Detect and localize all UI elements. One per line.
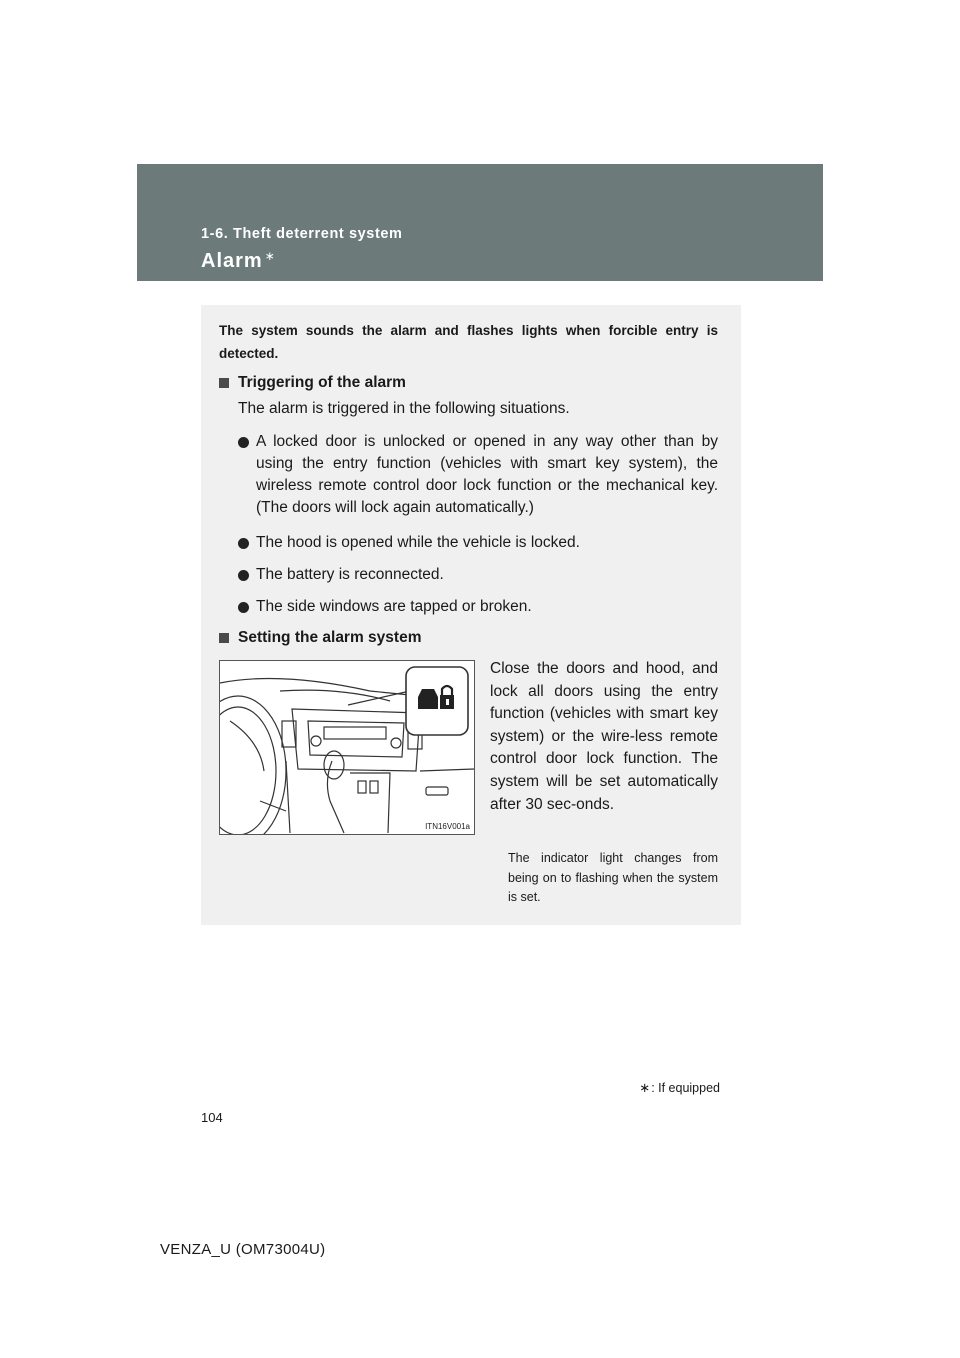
intro-text: The system sounds the alarm and flashes lights when forcible entry is detected.: [219, 323, 718, 361]
bullet-dot-icon: [238, 602, 249, 613]
footnote-asterisk: ∗: [639, 1080, 651, 1095]
heading-setting: [219, 629, 421, 647]
heading-triggering-text: Triggering of the alarm: [238, 374, 406, 391]
bullet-dot-icon: [238, 570, 249, 581]
list-item: [238, 596, 718, 618]
footnote: [639, 1080, 720, 1096]
list-item-text: A locked door is unlocked or opened in any way other than by using the entry function (vehicles with smart key system), the wireless remote control door lock function or the mechanical key. (The doors will lock again automatically.): [256, 433, 718, 516]
heading-triggering: [219, 374, 406, 392]
page-title: [201, 249, 276, 273]
document-id: VENZA_U (OM73004U): [160, 1241, 326, 1258]
triggering-lead: The alarm is triggered in the following situations.: [238, 400, 570, 417]
footnote-text: : If equipped: [651, 1081, 720, 1095]
bullet-dot-icon: [238, 538, 249, 549]
list-item-text: The battery is reconnected.: [256, 566, 444, 583]
illustration-code: ITN16V001a: [425, 822, 470, 831]
page-title-text: Alarm: [201, 250, 263, 272]
list-item: [238, 431, 718, 519]
heading-setting-text: Setting the alarm system: [238, 629, 422, 646]
dashboard-illustration: [219, 660, 475, 835]
setting-note: The indicator light changes from being on to flashing when the system is set.: [508, 851, 718, 904]
list-item: [238, 564, 718, 586]
square-bullet-icon: [219, 378, 229, 388]
equipment-asterisk: ∗: [264, 249, 276, 263]
list-item-text: The hood is opened while the vehicle is locked.: [256, 534, 580, 551]
list-item: [238, 532, 718, 554]
section-label: 1-6. Theft deterrent system: [201, 226, 403, 242]
list-item-text: The side windows are tapped or broken.: [256, 598, 532, 615]
page-number: 104: [201, 1110, 223, 1125]
setting-body: Close the doors and hood, and lock all doors using the entry function (vehicles with smart key system) or the wire-less remote control door lock function. The system will be set automatically after 30 sec-onds.: [490, 660, 718, 813]
bullet-dot-icon: [238, 437, 249, 448]
square-bullet-icon: [219, 633, 229, 643]
dashboard-drawing: [220, 661, 474, 834]
